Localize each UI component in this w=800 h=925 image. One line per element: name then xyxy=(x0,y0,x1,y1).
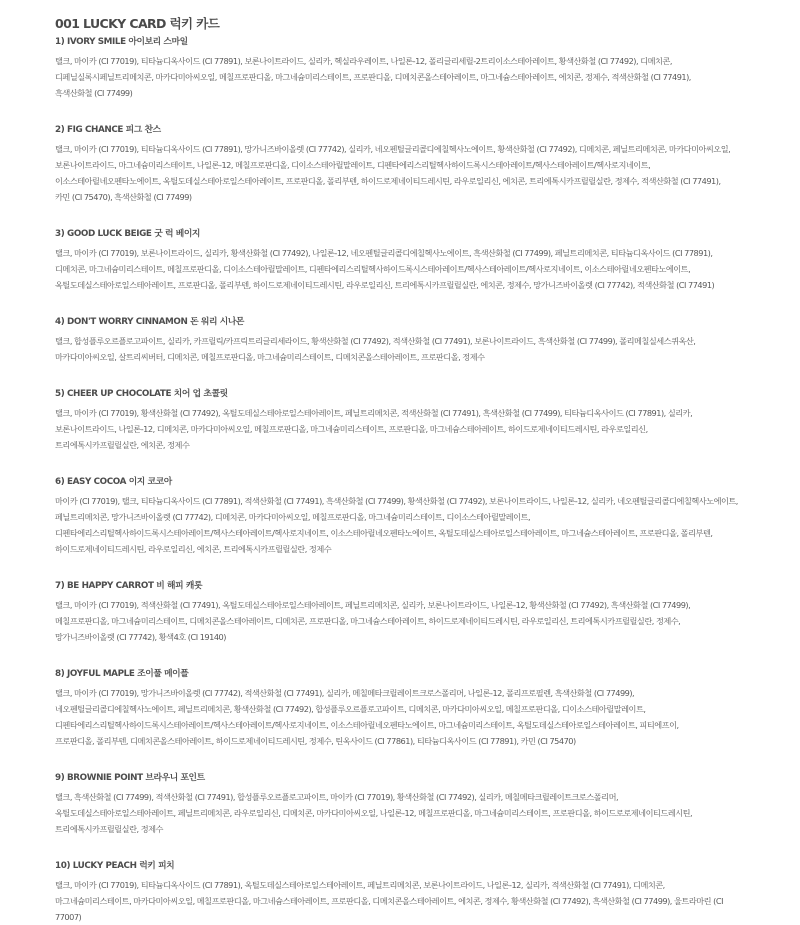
shade-10 xyxy=(55,859,770,925)
document-title: 001 LUCKY CARD 럭키 카드 xyxy=(55,16,220,31)
ingredient-line: 77007) xyxy=(55,912,82,922)
shade-heading: 7) BE HAPPY CARROT 비 해피 캐롯 xyxy=(55,581,203,591)
ingredient-line: 보론나이트라이드, 마그네슘미리스테이트, 나일론-12, 메칠프로판디올, 디이소스테아릴말레이트, 디펜타에리스리틸헥사하이드록시스테아레이트/헥사스테아레이트/헥사로지네이트, xyxy=(55,160,651,170)
ingredient-line: 옥틸도데실스테아로일스테아레이트, 페닐트리메치콘, 라우로일리신, 디메치콘, 마카다미아씨오일, 나일론-12, 메칠프로판디올, 마그네슘미리스테이트, 프로판디올, 하이드로로제네이티드레시틴, xyxy=(55,808,693,818)
ingredient-line: 마이카 (CI 77019), 탤크, 티타늄디옥사이드 (CI 77891), 적색산화철 (CI 77491), 흑색산화철 (CI 77499), 황색산화철 (CI 77492), 보론나이트라이드, 나일론-12, 실리카, 네오펜틸글리콜디에칠헥사노에이트, xyxy=(55,496,738,506)
ingredient-line: 이소스테아릴네오펜타노에이트, 옥틸도데실스테아로일스테아레이트, 프로판디올, 폴리부텐, 하이드로제네이티드레시틴, 라우로일리신, 에치콘, 트리에톡시카프릴릴실란, 정제수, 적색산화철 (CI 77491), xyxy=(55,176,721,186)
ingredient-line: 망가니즈바이올렛 (CI 77742), 황색4호 (CI 19140) xyxy=(55,632,226,642)
shade-8 xyxy=(55,667,770,749)
ingredient-line: 디메치콘, 마그네슘미리스테이트, 메칠프로판디올, 디이소스테아릴말레이트, 디펜타에리스리틸헥사하이드록시스테아레이트/헥사스테아레이트/헥사로지네이트, 이소스테아릴네오펜타노에이트, xyxy=(55,264,691,274)
shade-heading: 6) EASY COCOA 이지 코코아 xyxy=(55,477,172,487)
ingredient-line: 페닐트리메치콘, 망가니즈바이올렛 (CI 77742), 디메치콘, 마카다미아씨오일, 메칠프로판디올, 마그네슘미리스테이트, 디이소스테아릴말레이트, xyxy=(55,512,531,522)
ingredient-line: 옥틸도데실스테아로일스테아레이트, 프로판디올, 폴리부텐, 하이드로제네이티드레시틴, 라우로일리신, 트리에톡시카프릴릴실란, 에치콘, 정제수, 망가니즈바이올렛 (CI 77742), 적색산화철 (CI 77491) xyxy=(55,280,715,290)
ingredient-line: 디펜타에리스리틸헥사하이드록시스테아레이트/헥사스테아레이트/헥사로지네이트, 이소스테아릴네오펜타노에이트, 마그네슘미리스테이트, 옥틸도데실스테아로일스테아레이트, 피티에프이, xyxy=(55,720,679,730)
ingredient-line: 탤크, 마이카 (CI 77019), 황색산화철 (CI 77492), 옥틸도데실스테아로일스테아레이트, 페닐트리메치콘, 적색산화철 (CI 77491), 흑색산화철 (CI 77499), 티타늄디옥사이드 (CI 77891), 실리카, xyxy=(55,408,693,418)
shade-heading: 5) CHEER UP CHOCOLATE 치어 업 초콜릿 xyxy=(55,389,228,399)
shade-1 xyxy=(55,35,770,101)
ingredient-line: 탤크, 마이카 (CI 77019), 티타늄디옥사이드 (CI 77891), 보론나이트라이드, 실리카, 헥실라우레이트, 나일론-12, 폴리글리세릴-2트리이소스테아레이트, 황색산화철 (CI 77492), 디메치콘, xyxy=(55,56,672,66)
ingredient-line: 탤크, 마이카 (CI 77019), 망가니즈바이올렛 (CI 77742), 적색산화철 (CI 77491), 실리카, 메칠메타크릴레이트크로스폴리머, 나일론-12, 폴리프로필렌, 흑색산화철 (CI 77499), xyxy=(55,688,635,698)
ingredient-line: 탤크, 마이카 (CI 77019), 티타늄디옥사이드 (CI 77891), 망가니즈바이올렛 (CI 77742), 실리카, 네오펜틸글리콜디에칠헥사노에이트, 황색산화철 (CI 77492), 디메치콘, 페닐트리메치콘, 마카다미아씨오일, xyxy=(55,144,731,154)
ingredient-line: 보론나이트라이드, 나일론-12, 디메치콘, 마카다미아씨오일, 메칠프로판디올, 마그네슘미리스테이트, 프로판디올, 마그네슘스테아레이트, 하이드로제네이티드레시틴, 라우로일리신, xyxy=(55,424,648,434)
shade-3 xyxy=(55,227,770,293)
ingredient-line: 마카다미아씨오일, 살트리씨버터, 디메치콘, 메칠프로판디올, 마그네슘미리스테이트, 디메치콘올스테아레이트, 프로판디올, 정제수 xyxy=(55,352,485,362)
shade-heading: 8) JOYFUL MAPLE 조이풀 메이플 xyxy=(55,669,189,679)
shade-6 xyxy=(55,475,770,557)
ingredient-line: 네오펜틸글리콜디에칠헥사노에이트, 페닐트리메치콘, 황색산화철 (CI 77492), 합성플루오르플로고파이트, 디메치콘, 마카다미아씨오일, 메칠프로판디올, 디이소스테아릴말레이트, xyxy=(55,704,646,714)
ingredient-line: 마그네슘미리스테이트, 마카다미아씨오일, 메칠프로판디올, 마그네슘스테아레이트, 프로판디올, 디메치콘올스테아레이트, 에치콘, 정제수, 황색산화철 (CI 77492), 흑색산화철 (CI 77499), 울트라마린 (CI xyxy=(55,896,723,906)
ingredient-line: 프로판디올, 폴리부텐, 디메치콘올스테아레이트, 하이드로제네이티드레시틴, 정제수, 틴옥사이드 (CI 77861), 티타늄디옥사이드 (CI 77891), 카민 (CI 75470) xyxy=(55,736,576,746)
shade-heading: 9) BROWNIE POINT 브라우니 포인트 xyxy=(55,773,205,783)
ingredient-line: 디페닐실록시페닐트리메치콘, 마카다미아씨오일, 메칠프로판디올, 마그네슘미리스테이트, 프로판디올, 디메치콘올스테아레이트, 마그네슘스테아레이트, 에치콘, 정제수, 적색산화철 (CI 77491), xyxy=(55,72,691,82)
ingredient-line: 탤크, 합성플루오르플로고파이트, 실리카, 카프릴릭/카프릭트리글리세라이드, 황색산화철 (CI 77492), 적색산화철 (CI 77491), 보론나이트라이드, 흑색산화철 (CI 77499), 폴리메칠실세스퀴옥산, xyxy=(55,336,696,346)
ingredient-line: 디펜타에리스리틸헥사하이드록시스테아레이트/헥사스테아레이트/헥사로지네이트, 이소스테아릴네오펜타노에이트, 옥틸도데실스테아로일스테아레이트, 마그네슘스테아레이트, 프로판디올, 폴리부텐, xyxy=(55,528,713,538)
shade-4 xyxy=(55,315,770,365)
shade-2 xyxy=(55,123,770,205)
shade-9 xyxy=(55,771,770,837)
shade-7 xyxy=(55,579,770,645)
ingredient-line: 탤크, 마이카 (CI 77019), 티타늄디옥사이드 (CI 77891), 옥틸도데실스테아로일스테아레이트, 페닐트리메치콘, 보론나이트라이드, 나일론-12, 실리카, 적색산화철 (CI 77491), 디메치콘, xyxy=(55,880,665,890)
ingredient-line: 흑색산화철 (CI 77499) xyxy=(55,88,133,98)
ingredient-line: 탤크, 마이카 (CI 77019), 보론나이트라이드, 실리카, 황색산화철 (CI 77492), 나일론-12, 네오펜틸글리콜디에칠헥사노에이트, 흑색산화철 (CI 77499), 페닐트리메치콘, 티타늄디옥사이드 (CI 77891), xyxy=(55,248,713,258)
shade-heading: 1) IVORY SMILE 아이보리 스마일 xyxy=(55,37,188,47)
ingredient-line: 메칠프로판디올, 마그네슘미리스테이트, 디메치콘올스테아레이트, 디메치콘, 프로판디올, 마그네슘스테아레이트, 하이드로제네이티드레시틴, 라우로일리신, 트리에톡시카프릴릴실란, 정제수, xyxy=(55,616,681,626)
shade-5 xyxy=(55,387,770,453)
ingredient-line: 트리에톡시카프릴릴실란, 에치콘, 정제수 xyxy=(55,440,190,450)
ingredient-line: 하이드로제네이티드레시틴, 라우로일리신, 에치콘, 트리에톡시카프릴릴실란, 정제수 xyxy=(55,544,332,554)
ingredient-line: 카민 (CI 75470), 흑색산화철 (CI 77499) xyxy=(55,192,192,202)
shade-heading: 3) GOOD LUCK BEIGE 굿 럭 베이지 xyxy=(55,229,201,239)
shade-heading: 10) LUCKY PEACH 럭키 피치 xyxy=(55,861,175,871)
ingredient-line: 탤크, 마이카 (CI 77019), 적색산화철 (CI 77491), 옥틸도데실스테아로일스테아레이트, 페닐트리메치콘, 실리카, 보론나이트라이드, 나일론-12, 황색산화철 (CI 77492), 흑색산화철 (CI 77499), xyxy=(55,600,691,610)
ingredient-line: 탤크, 흑색산화철 (CI 77499), 적색산화철 (CI 77491), 합성플루오르플로고파이트, 마이카 (CI 77019), 황색산화철 (CI 77492), 실리카, 메칠메타크릴레이트크로스폴리머, xyxy=(55,792,619,802)
ingredient-line: 트리에톡시카프릴릴실란, 정제수 xyxy=(55,824,163,834)
shade-heading: 2) FIG CHANCE 피그 찬스 xyxy=(55,125,161,135)
shade-heading: 4) DON'T WORRY CINNAMON 돈 워리 시나몬 xyxy=(55,317,245,327)
